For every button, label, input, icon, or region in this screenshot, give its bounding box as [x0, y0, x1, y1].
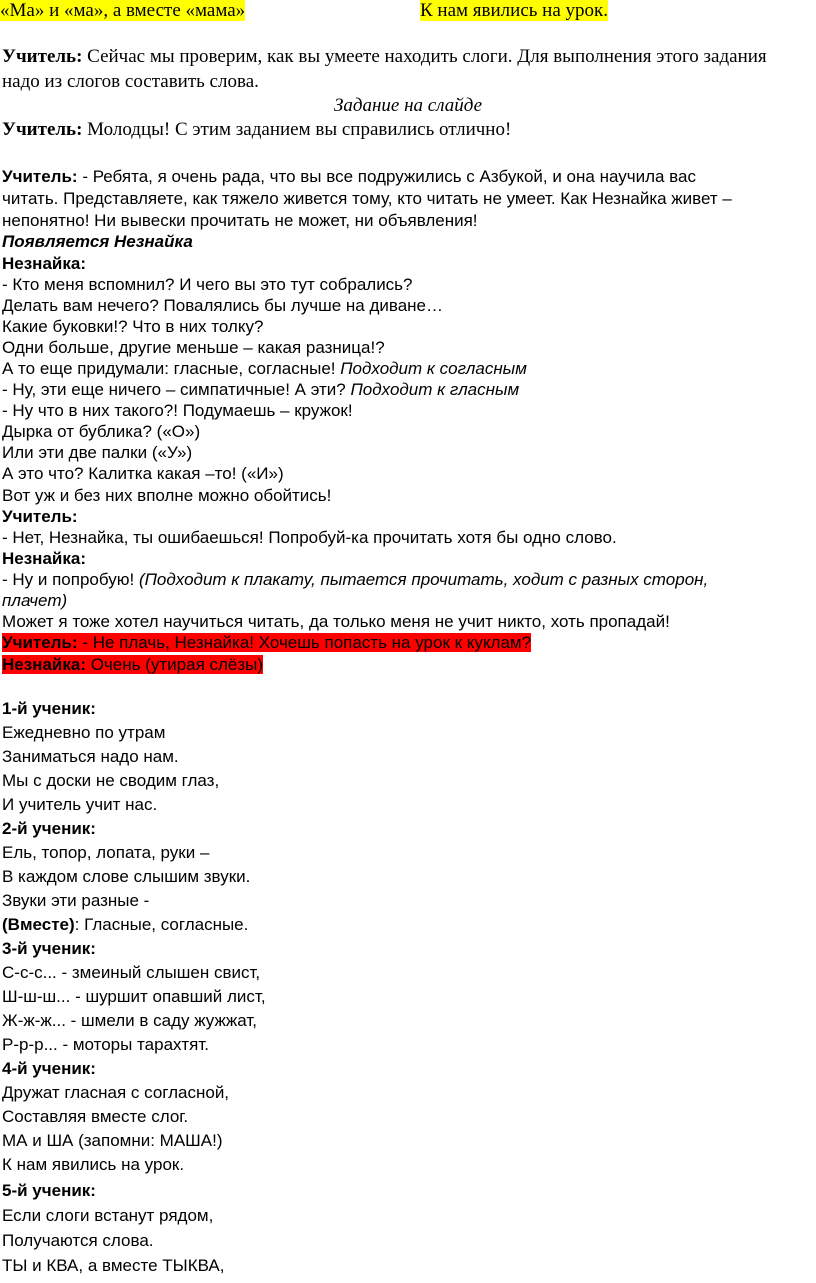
student-label: 4-й ученик: [2, 1059, 96, 1078]
student-label: 3-й ученик: [2, 939, 96, 958]
teacher-block3-line3: непонятно! Ни вывески прочитать не может, ни объявления! [2, 211, 478, 230]
student-label: 2-й ученик: [2, 819, 96, 838]
poem-line: Мы с доски не сводим глаз, [2, 771, 220, 790]
header-left-text: «Ма» и «ма», а вместе «мама» [0, 0, 246, 21]
poem-line: Ш-ш-ш... - шуршит опавший лист, [2, 987, 266, 1006]
dialogue-text: Сейчас мы проверим, как вы умеете находить слоги. Для выполнения этого задания [82, 46, 767, 67]
poem-line: Если слоги встанут рядом, [2, 1206, 214, 1225]
teacher-block1-line1 [2, 46, 767, 68]
dialogue-text: - Не плачь, Незнайка! Хочешь попасть на урок к куклам? [77, 633, 532, 652]
highlighted-teacher-line [2, 632, 531, 654]
header-left [0, 0, 245, 22]
teacher-block3-line1 [2, 166, 696, 188]
poem-line: В каждом слове слышим звуки. [2, 867, 251, 886]
teacher-block1-line2: надо из слогов составить слова. [2, 71, 259, 92]
dialogue-text: Очень (утирая слёзы) [85, 655, 264, 674]
poem-line: Заниматься надо нам. [2, 747, 179, 766]
dialogue-line: - Кто меня вспомнил? И чего вы это тут собрались? [2, 275, 413, 294]
poem-line: Получаются слова. [2, 1231, 154, 1250]
speaker-label: Учитель: [2, 507, 78, 526]
poem-line: МА и ША (запомни: МАША!) [2, 1131, 223, 1150]
poem-line: Ж-ж-ж... - шмели в саду жужжат, [2, 1011, 257, 1030]
dialogue-line: Дырка от бублика? («О») [2, 422, 201, 441]
stage-direction: Появляется Незнайка [2, 232, 193, 251]
speaker-label: Учитель: [2, 167, 78, 186]
speaker-label: Незнайка: [2, 655, 86, 674]
dialogue-text: А то еще придумали: гласные, согласные! [2, 359, 341, 378]
student-label: 1-й ученик: [2, 699, 96, 718]
speaker-label: Незнайка: [2, 549, 86, 568]
dialogue-text: Молодцы! С этим заданием вы справились отлично! [82, 119, 512, 140]
stage-direction: Подходит к гласным [350, 380, 520, 399]
poem-line: ТЫ и КВА, а вместе ТЫКВА, [2, 1256, 225, 1275]
dialogue-line: Вот уж и без них вполне можно обойтись! [2, 486, 332, 505]
poem-line: Р-р-р... - моторы тарахтят. [2, 1035, 209, 1054]
poem-line [2, 914, 248, 936]
dialogue-text: - Ну и попробую! [2, 570, 139, 589]
student-label: 5-й ученик: [2, 1181, 96, 1200]
dialogue-line [2, 358, 527, 380]
stage-direction: Подходит к согласным [340, 359, 527, 378]
dialogue-line: Может я тоже хотел научиться читать, да только меня не учит никто, хоть пропадай! [2, 612, 670, 631]
speaker-label: Учитель: [2, 633, 78, 652]
poem-line: Ежедневно по утрам [2, 723, 166, 742]
header-right [420, 0, 608, 22]
dialogue-line [2, 569, 708, 591]
highlighted-neznayka-line [2, 654, 263, 676]
poem-line: И учитель учит нас. [2, 795, 158, 814]
poem-line: Ель, топор, лопата, руки – [2, 843, 210, 862]
poem-line: С-с-с... - змеиный слышен свист, [2, 963, 261, 982]
dialogue-line: Или эти две палки («У») [2, 443, 193, 462]
dialogue-line: Делать вам нечего? Повалялись бы лучше на диване… [2, 296, 444, 315]
dialogue-line [2, 379, 519, 401]
speaker-label: Учитель: [2, 119, 83, 140]
poem-line: Составляя вместе слог. [2, 1107, 189, 1126]
stage-direction: (Подходит к плакату, пытается прочитать, ходит с разных сторон, [138, 570, 709, 589]
poem-line: Звуки эти разные - [2, 891, 150, 910]
dialogue-line: Одни больше, другие меньше – какая разница!? [2, 338, 385, 357]
dialogue-line: - Нет, Незнайка, ты ошибаешься! Попробуй-ка прочитать хотя бы одно слово. [2, 528, 617, 547]
dialogue-line: Какие буковки!? Что в них толку? [2, 317, 264, 336]
together-label: (Вместе) [2, 915, 75, 934]
dialogue-line: - Ну что в них такого?! Подумаешь – кружок! [2, 401, 353, 420]
header-right-text: К нам явились на урок. [420, 0, 609, 21]
dialogue-text: - Ребята, я очень рада, что вы все подружились с Азбукой, и она научила вас [77, 167, 696, 186]
poem-text: : Гласные, согласные. [74, 915, 249, 934]
speaker-label: Учитель: [2, 46, 83, 67]
poem-line: К нам явились на урок. [2, 1155, 185, 1174]
dialogue-text: - Ну, эти еще ничего – симпатичные! А эти? [2, 380, 351, 399]
slide-task-note: Задание на слайде [333, 95, 483, 116]
dialogue-line: А это что? Калитка какая –то! («И») [2, 464, 284, 483]
stage-direction: плачет) [2, 591, 68, 610]
speaker-label: Незнайка: [2, 254, 86, 273]
teacher-block2 [2, 119, 511, 141]
teacher-block3-line2: читать. Представляете, как тяжело живется тому, кто читать не умеет. Как Незнайка живет – [2, 189, 732, 208]
poem-line: Дружат гласная с согласной, [2, 1083, 230, 1102]
